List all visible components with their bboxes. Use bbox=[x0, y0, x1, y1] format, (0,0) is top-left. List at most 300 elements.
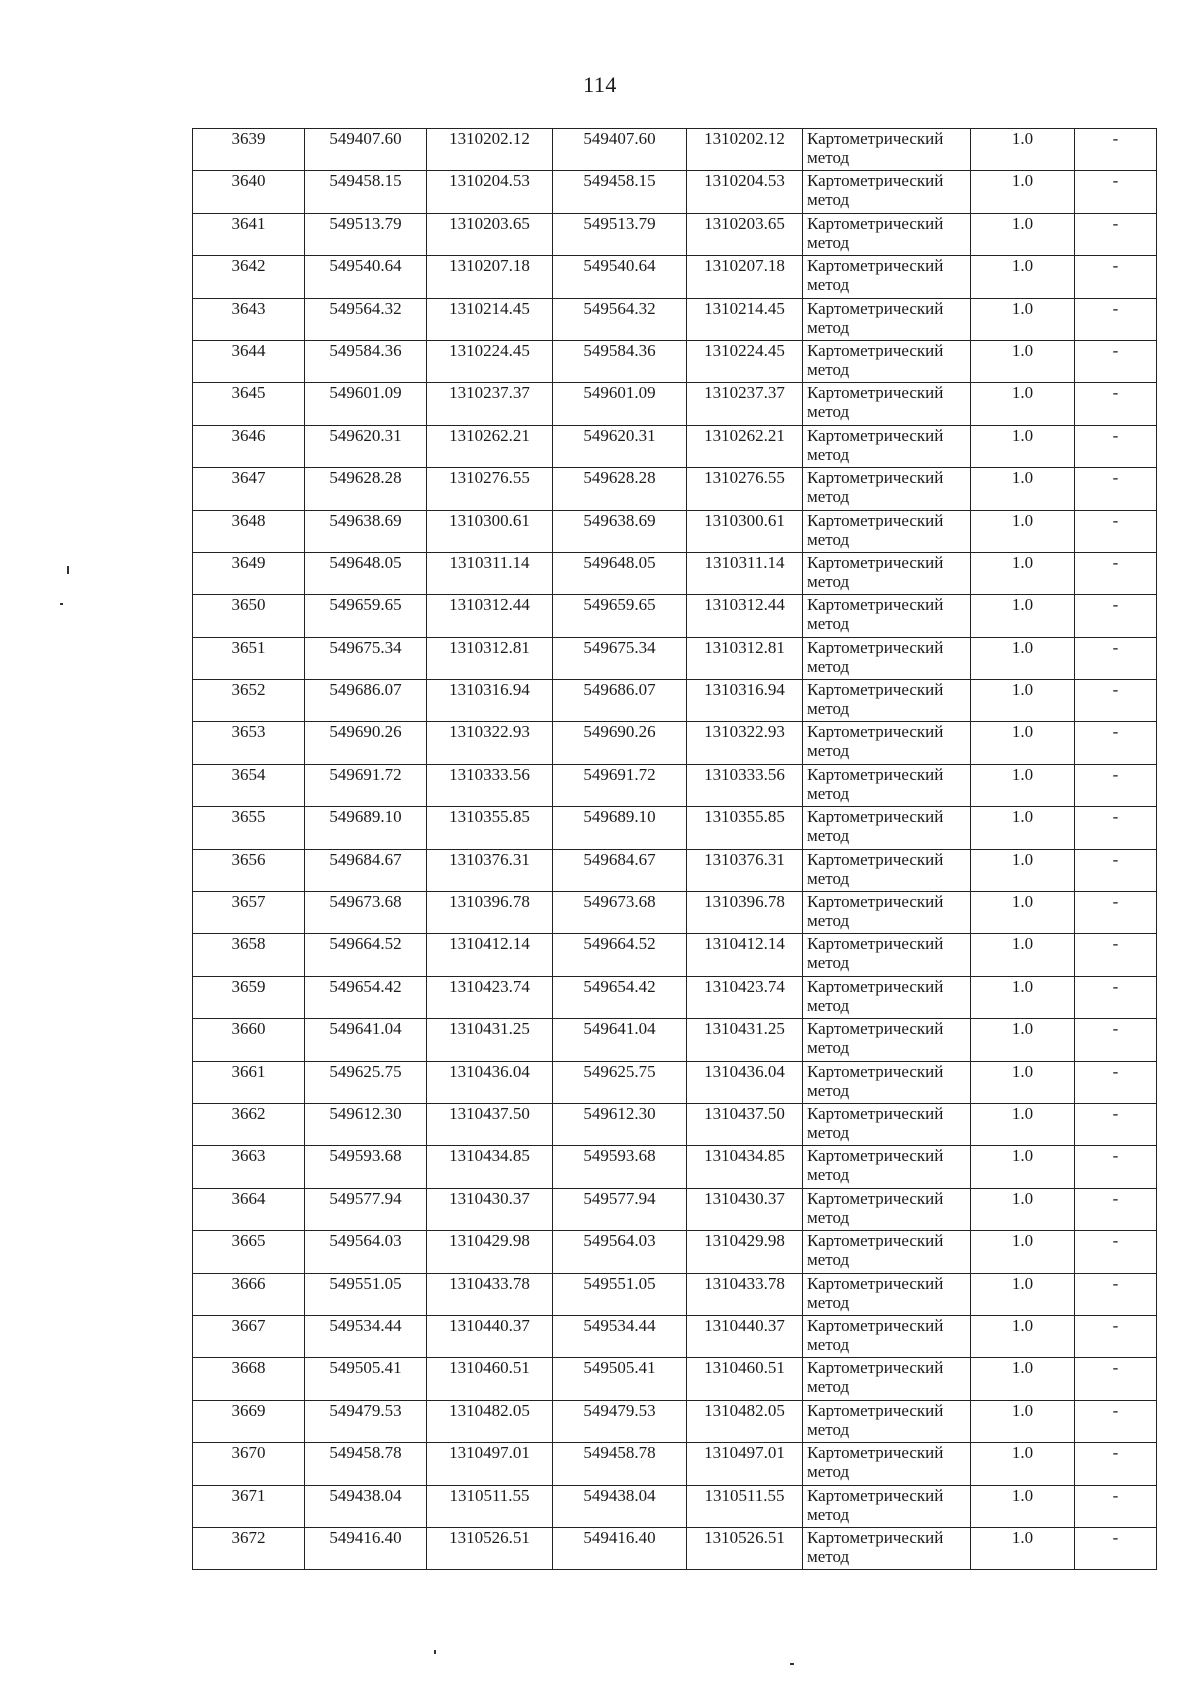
cell-point-number: 3667 bbox=[193, 1315, 305, 1357]
cell-accuracy: 1.0 bbox=[971, 510, 1075, 552]
cell-x-new: 549551.05 bbox=[553, 1273, 687, 1315]
cell-accuracy: 1.0 bbox=[971, 722, 1075, 764]
cell-y-existing: 1310204.53 bbox=[427, 171, 553, 213]
cell-point-number: 3652 bbox=[193, 680, 305, 722]
cell-accuracy: 1.0 bbox=[971, 1400, 1075, 1442]
cell-note: - bbox=[1075, 849, 1157, 891]
cell-note: - bbox=[1075, 256, 1157, 298]
cell-x-existing: 549620.31 bbox=[305, 425, 427, 467]
cell-y-existing: 1310202.12 bbox=[427, 129, 553, 171]
cell-accuracy: 1.0 bbox=[971, 1273, 1075, 1315]
method-text-line: Картометрический bbox=[807, 510, 944, 530]
cell-accuracy: 1.0 bbox=[971, 383, 1075, 425]
method-text-line: метод bbox=[807, 1122, 850, 1142]
cell-y-existing: 1310214.45 bbox=[427, 298, 553, 340]
cell-y-existing: 1310262.21 bbox=[427, 425, 553, 467]
cell-y-existing: 1310431.25 bbox=[427, 1019, 553, 1061]
cell-note: - bbox=[1075, 298, 1157, 340]
cell-y-existing: 1310311.14 bbox=[427, 552, 553, 594]
method-text-line: метод bbox=[807, 487, 850, 507]
cell-method bbox=[803, 892, 971, 934]
cell-x-existing: 549648.05 bbox=[305, 552, 427, 594]
cell-y-existing: 1310300.61 bbox=[427, 510, 553, 552]
table-row bbox=[193, 1146, 1157, 1188]
cell-y-new: 1310433.78 bbox=[687, 1273, 803, 1315]
cell-note: - bbox=[1075, 892, 1157, 934]
cell-x-new: 549416.40 bbox=[553, 1527, 687, 1569]
cell-method bbox=[803, 213, 971, 255]
method-text-line: Картометрический bbox=[807, 171, 944, 191]
cell-point-number: 3669 bbox=[193, 1400, 305, 1442]
method-text-line: Картометрический bbox=[807, 722, 944, 742]
cell-accuracy: 1.0 bbox=[971, 552, 1075, 594]
method-text-line: Картометрический bbox=[807, 1443, 944, 1463]
cell-method bbox=[803, 510, 971, 552]
cell-x-existing: 549689.10 bbox=[305, 807, 427, 849]
method-text-line: метод bbox=[807, 1546, 850, 1566]
cell-x-new: 549584.36 bbox=[553, 340, 687, 382]
method-text-line: Картометрический bbox=[807, 1358, 944, 1378]
cell-method bbox=[803, 298, 971, 340]
cell-method bbox=[803, 722, 971, 764]
table-row bbox=[193, 129, 1157, 171]
cell-x-new: 549673.68 bbox=[553, 892, 687, 934]
cell-point-number: 3655 bbox=[193, 807, 305, 849]
table-row bbox=[193, 976, 1157, 1018]
method-text-line: Картометрический bbox=[807, 1019, 944, 1039]
cell-x-new: 549593.68 bbox=[553, 1146, 687, 1188]
method-text-line: метод bbox=[807, 1419, 850, 1439]
table-row bbox=[193, 722, 1157, 764]
cell-note: - bbox=[1075, 1315, 1157, 1357]
cell-y-new: 1310204.53 bbox=[687, 171, 803, 213]
cell-method bbox=[803, 256, 971, 298]
cell-y-existing: 1310355.85 bbox=[427, 807, 553, 849]
cell-point-number: 3663 bbox=[193, 1146, 305, 1188]
method-text-line: метод bbox=[807, 826, 850, 846]
cell-y-existing: 1310412.14 bbox=[427, 934, 553, 976]
cell-y-new: 1310316.94 bbox=[687, 680, 803, 722]
method-text-line: метод bbox=[807, 1038, 850, 1058]
cell-method bbox=[803, 1527, 971, 1569]
cell-note: - bbox=[1075, 680, 1157, 722]
cell-point-number: 3653 bbox=[193, 722, 305, 764]
cell-point-number: 3670 bbox=[193, 1443, 305, 1485]
cell-point-number: 3642 bbox=[193, 256, 305, 298]
scan-speck bbox=[60, 603, 63, 605]
cell-point-number: 3660 bbox=[193, 1019, 305, 1061]
cell-point-number: 3643 bbox=[193, 298, 305, 340]
cell-x-existing: 549577.94 bbox=[305, 1188, 427, 1230]
cell-accuracy: 1.0 bbox=[971, 1019, 1075, 1061]
cell-x-new: 549407.60 bbox=[553, 129, 687, 171]
cell-accuracy: 1.0 bbox=[971, 934, 1075, 976]
cell-accuracy: 1.0 bbox=[971, 425, 1075, 467]
cell-note: - bbox=[1075, 637, 1157, 679]
cell-note: - bbox=[1075, 1273, 1157, 1315]
cell-y-new: 1310214.45 bbox=[687, 298, 803, 340]
table-row bbox=[193, 213, 1157, 255]
cell-note: - bbox=[1075, 722, 1157, 764]
cell-note: - bbox=[1075, 595, 1157, 637]
cell-point-number: 3639 bbox=[193, 129, 305, 171]
method-text-line: метод bbox=[807, 1292, 850, 1312]
cell-x-existing: 549458.78 bbox=[305, 1443, 427, 1485]
method-text-line: метод bbox=[807, 995, 850, 1015]
method-text-line: метод bbox=[807, 1377, 850, 1397]
method-text-line: Картометрический bbox=[807, 637, 944, 657]
cell-note: - bbox=[1075, 1358, 1157, 1400]
cell-accuracy: 1.0 bbox=[971, 256, 1075, 298]
table-row bbox=[193, 425, 1157, 467]
cell-x-new: 549479.53 bbox=[553, 1400, 687, 1442]
cell-point-number: 3645 bbox=[193, 383, 305, 425]
cell-y-existing: 1310396.78 bbox=[427, 892, 553, 934]
cell-y-new: 1310311.14 bbox=[687, 552, 803, 594]
cell-x-existing: 549479.53 bbox=[305, 1400, 427, 1442]
method-text-line: Картометрический bbox=[807, 1273, 944, 1293]
method-text-line: метод bbox=[807, 614, 850, 634]
cell-x-existing: 549505.41 bbox=[305, 1358, 427, 1400]
cell-x-existing: 549584.36 bbox=[305, 340, 427, 382]
scan-speck bbox=[434, 1650, 436, 1654]
cell-y-existing: 1310423.74 bbox=[427, 976, 553, 1018]
cell-y-new: 1310262.21 bbox=[687, 425, 803, 467]
cell-note: - bbox=[1075, 129, 1157, 171]
cell-y-new: 1310423.74 bbox=[687, 976, 803, 1018]
cell-x-new: 549684.67 bbox=[553, 849, 687, 891]
cell-accuracy: 1.0 bbox=[971, 1527, 1075, 1569]
cell-method bbox=[803, 468, 971, 510]
cell-note: - bbox=[1075, 1485, 1157, 1527]
cell-point-number: 3661 bbox=[193, 1061, 305, 1103]
cell-y-existing: 1310203.65 bbox=[427, 213, 553, 255]
cell-method bbox=[803, 129, 971, 171]
cell-note: - bbox=[1075, 552, 1157, 594]
table-row bbox=[193, 256, 1157, 298]
cell-note: - bbox=[1075, 1443, 1157, 1485]
cell-accuracy: 1.0 bbox=[971, 892, 1075, 934]
cell-point-number: 3657 bbox=[193, 892, 305, 934]
method-text-line: метод bbox=[807, 1250, 850, 1270]
coordinates-table bbox=[192, 128, 1157, 1570]
cell-point-number: 3641 bbox=[193, 213, 305, 255]
method-text-line: Картометрический bbox=[807, 552, 944, 572]
method-text-line: Картометрический bbox=[807, 425, 944, 445]
cell-point-number: 3654 bbox=[193, 764, 305, 806]
cell-accuracy: 1.0 bbox=[971, 1443, 1075, 1485]
cell-x-new: 549675.34 bbox=[553, 637, 687, 679]
method-text-line: метод bbox=[807, 359, 850, 379]
cell-y-existing: 1310526.51 bbox=[427, 1527, 553, 1569]
cell-method bbox=[803, 1103, 971, 1145]
method-text-line: Картометрический bbox=[807, 1103, 944, 1123]
cell-note: - bbox=[1075, 425, 1157, 467]
cell-method bbox=[803, 1061, 971, 1103]
cell-y-new: 1310460.51 bbox=[687, 1358, 803, 1400]
cell-accuracy: 1.0 bbox=[971, 1315, 1075, 1357]
cell-y-new: 1310429.98 bbox=[687, 1231, 803, 1273]
method-text-line: Картометрический bbox=[807, 892, 944, 912]
cell-y-new: 1310396.78 bbox=[687, 892, 803, 934]
cell-note: - bbox=[1075, 1019, 1157, 1061]
cell-accuracy: 1.0 bbox=[971, 1188, 1075, 1230]
method-text-line: метод bbox=[807, 402, 850, 422]
cell-y-new: 1310437.50 bbox=[687, 1103, 803, 1145]
cell-method bbox=[803, 1146, 971, 1188]
cell-accuracy: 1.0 bbox=[971, 637, 1075, 679]
cell-y-existing: 1310333.56 bbox=[427, 764, 553, 806]
cell-x-new: 549540.64 bbox=[553, 256, 687, 298]
cell-accuracy: 1.0 bbox=[971, 171, 1075, 213]
cell-point-number: 3649 bbox=[193, 552, 305, 594]
cell-x-existing: 549641.04 bbox=[305, 1019, 427, 1061]
method-text-line: метод bbox=[807, 783, 850, 803]
cell-accuracy: 1.0 bbox=[971, 213, 1075, 255]
cell-accuracy: 1.0 bbox=[971, 1061, 1075, 1103]
table-row bbox=[193, 383, 1157, 425]
method-text-line: Картометрический bbox=[807, 849, 944, 869]
cell-accuracy: 1.0 bbox=[971, 1358, 1075, 1400]
cell-y-new: 1310436.04 bbox=[687, 1061, 803, 1103]
table-row bbox=[193, 637, 1157, 679]
cell-x-new: 549689.10 bbox=[553, 807, 687, 849]
cell-point-number: 3650 bbox=[193, 595, 305, 637]
cell-point-number: 3659 bbox=[193, 976, 305, 1018]
cell-x-existing: 549691.72 bbox=[305, 764, 427, 806]
cell-point-number: 3644 bbox=[193, 340, 305, 382]
table-row bbox=[193, 1315, 1157, 1357]
cell-x-existing: 549673.68 bbox=[305, 892, 427, 934]
table-row bbox=[193, 1485, 1157, 1527]
cell-method bbox=[803, 637, 971, 679]
cell-x-existing: 549458.15 bbox=[305, 171, 427, 213]
method-text-line: Картометрический bbox=[807, 1527, 944, 1547]
method-text-line: метод bbox=[807, 699, 850, 719]
cell-x-existing: 549686.07 bbox=[305, 680, 427, 722]
cell-y-existing: 1310276.55 bbox=[427, 468, 553, 510]
table-row bbox=[193, 1527, 1157, 1569]
cell-accuracy: 1.0 bbox=[971, 849, 1075, 891]
cell-x-existing: 549690.26 bbox=[305, 722, 427, 764]
cell-method bbox=[803, 934, 971, 976]
cell-method bbox=[803, 340, 971, 382]
cell-method bbox=[803, 1273, 971, 1315]
method-text-line: метод bbox=[807, 656, 850, 676]
cell-y-existing: 1310237.37 bbox=[427, 383, 553, 425]
cell-method bbox=[803, 1188, 971, 1230]
cell-x-new: 549458.78 bbox=[553, 1443, 687, 1485]
table-row bbox=[193, 680, 1157, 722]
table-row bbox=[193, 764, 1157, 806]
cell-x-new: 549638.69 bbox=[553, 510, 687, 552]
cell-x-new: 549534.44 bbox=[553, 1315, 687, 1357]
cell-accuracy: 1.0 bbox=[971, 298, 1075, 340]
cell-x-existing: 549601.09 bbox=[305, 383, 427, 425]
cell-y-new: 1310276.55 bbox=[687, 468, 803, 510]
cell-y-existing: 1310207.18 bbox=[427, 256, 553, 298]
method-text-line: метод bbox=[807, 232, 850, 252]
cell-y-new: 1310312.44 bbox=[687, 595, 803, 637]
cell-note: - bbox=[1075, 1527, 1157, 1569]
cell-y-new: 1310237.37 bbox=[687, 383, 803, 425]
cell-method bbox=[803, 383, 971, 425]
cell-x-new: 549612.30 bbox=[553, 1103, 687, 1145]
method-text-line: Картометрический bbox=[807, 1315, 944, 1335]
method-text-line: метод bbox=[807, 1207, 850, 1227]
method-text-line: метод bbox=[807, 1165, 850, 1185]
cell-y-existing: 1310437.50 bbox=[427, 1103, 553, 1145]
cell-x-new: 549628.28 bbox=[553, 468, 687, 510]
cell-y-new: 1310511.55 bbox=[687, 1485, 803, 1527]
cell-x-existing: 549628.28 bbox=[305, 468, 427, 510]
cell-x-new: 549691.72 bbox=[553, 764, 687, 806]
cell-x-new: 549641.04 bbox=[553, 1019, 687, 1061]
cell-point-number: 3668 bbox=[193, 1358, 305, 1400]
cell-x-existing: 549638.69 bbox=[305, 510, 427, 552]
cell-method bbox=[803, 1400, 971, 1442]
cell-x-existing: 549654.42 bbox=[305, 976, 427, 1018]
coordinates-table-body bbox=[193, 129, 1157, 1570]
table-row bbox=[193, 1358, 1157, 1400]
cell-x-existing: 549416.40 bbox=[305, 1527, 427, 1569]
cell-note: - bbox=[1075, 1400, 1157, 1442]
cell-note: - bbox=[1075, 340, 1157, 382]
cell-accuracy: 1.0 bbox=[971, 129, 1075, 171]
cell-method bbox=[803, 1315, 971, 1357]
cell-x-new: 549659.65 bbox=[553, 595, 687, 637]
cell-method bbox=[803, 425, 971, 467]
cell-y-new: 1310434.85 bbox=[687, 1146, 803, 1188]
cell-accuracy: 1.0 bbox=[971, 764, 1075, 806]
method-text-line: Картометрический bbox=[807, 595, 944, 615]
table-row bbox=[193, 298, 1157, 340]
table-row bbox=[193, 468, 1157, 510]
cell-y-new: 1310203.65 bbox=[687, 213, 803, 255]
cell-y-new: 1310300.61 bbox=[687, 510, 803, 552]
cell-x-new: 549577.94 bbox=[553, 1188, 687, 1230]
method-text-line: Картометрический bbox=[807, 129, 944, 148]
cell-note: - bbox=[1075, 934, 1157, 976]
table-row bbox=[193, 1273, 1157, 1315]
method-text-line: Картометрический bbox=[807, 807, 944, 827]
cell-note: - bbox=[1075, 468, 1157, 510]
method-text-line: Картометрический bbox=[807, 1146, 944, 1166]
cell-method bbox=[803, 171, 971, 213]
cell-y-existing: 1310316.94 bbox=[427, 680, 553, 722]
cell-x-new: 549648.05 bbox=[553, 552, 687, 594]
cell-point-number: 3664 bbox=[193, 1188, 305, 1230]
cell-accuracy: 1.0 bbox=[971, 1231, 1075, 1273]
method-text-line: Картометрический bbox=[807, 1061, 944, 1081]
cell-y-new: 1310497.01 bbox=[687, 1443, 803, 1485]
cell-x-existing: 549540.64 bbox=[305, 256, 427, 298]
cell-note: - bbox=[1075, 807, 1157, 849]
cell-method bbox=[803, 595, 971, 637]
method-text-line: Картометрический bbox=[807, 340, 944, 360]
cell-y-new: 1310440.37 bbox=[687, 1315, 803, 1357]
cell-y-new: 1310376.31 bbox=[687, 849, 803, 891]
cell-y-new: 1310355.85 bbox=[687, 807, 803, 849]
cell-point-number: 3640 bbox=[193, 171, 305, 213]
cell-accuracy: 1.0 bbox=[971, 1103, 1075, 1145]
table-row bbox=[193, 1188, 1157, 1230]
table-row bbox=[193, 171, 1157, 213]
cell-accuracy: 1.0 bbox=[971, 807, 1075, 849]
cell-x-existing: 549551.05 bbox=[305, 1273, 427, 1315]
cell-point-number: 3648 bbox=[193, 510, 305, 552]
method-text-line: метод bbox=[807, 571, 850, 591]
table-row bbox=[193, 340, 1157, 382]
cell-x-existing: 549659.65 bbox=[305, 595, 427, 637]
cell-note: - bbox=[1075, 1231, 1157, 1273]
cell-x-existing: 549407.60 bbox=[305, 129, 427, 171]
cell-y-existing: 1310511.55 bbox=[427, 1485, 553, 1527]
method-text-line: метод bbox=[807, 317, 850, 337]
cell-x-existing: 549513.79 bbox=[305, 213, 427, 255]
table-row bbox=[193, 595, 1157, 637]
method-text-line: Картометрический bbox=[807, 213, 944, 233]
cell-point-number: 3665 bbox=[193, 1231, 305, 1273]
cell-y-existing: 1310430.37 bbox=[427, 1188, 553, 1230]
cell-point-number: 3671 bbox=[193, 1485, 305, 1527]
cell-method bbox=[803, 1019, 971, 1061]
cell-x-new: 549690.26 bbox=[553, 722, 687, 764]
cell-accuracy: 1.0 bbox=[971, 680, 1075, 722]
scan-speck bbox=[790, 1663, 794, 1665]
method-text-line: Картометрический bbox=[807, 1188, 944, 1208]
cell-note: - bbox=[1075, 1061, 1157, 1103]
cell-x-new: 549686.07 bbox=[553, 680, 687, 722]
cell-x-existing: 549664.52 bbox=[305, 934, 427, 976]
cell-method bbox=[803, 1231, 971, 1273]
cell-x-existing: 549438.04 bbox=[305, 1485, 427, 1527]
cell-accuracy: 1.0 bbox=[971, 976, 1075, 1018]
cell-x-existing: 549593.68 bbox=[305, 1146, 427, 1188]
table-row bbox=[193, 807, 1157, 849]
cell-method bbox=[803, 552, 971, 594]
cell-point-number: 3646 bbox=[193, 425, 305, 467]
cell-x-new: 549513.79 bbox=[553, 213, 687, 255]
method-text-line: метод bbox=[807, 911, 850, 931]
method-text-line: метод bbox=[807, 444, 850, 464]
method-text-line: Картометрический bbox=[807, 934, 944, 954]
cell-point-number: 3662 bbox=[193, 1103, 305, 1145]
cell-y-existing: 1310482.05 bbox=[427, 1400, 553, 1442]
cell-method bbox=[803, 849, 971, 891]
method-text-line: метод bbox=[807, 529, 850, 549]
cell-note: - bbox=[1075, 976, 1157, 1018]
cell-y-new: 1310526.51 bbox=[687, 1527, 803, 1569]
cell-note: - bbox=[1075, 1188, 1157, 1230]
cell-y-new: 1310482.05 bbox=[687, 1400, 803, 1442]
cell-method bbox=[803, 1485, 971, 1527]
table-row bbox=[193, 510, 1157, 552]
cell-y-new: 1310312.81 bbox=[687, 637, 803, 679]
method-text-line: метод bbox=[807, 148, 850, 167]
cell-note: - bbox=[1075, 1103, 1157, 1145]
cell-y-existing: 1310376.31 bbox=[427, 849, 553, 891]
cell-y-existing: 1310440.37 bbox=[427, 1315, 553, 1357]
cell-y-existing: 1310322.93 bbox=[427, 722, 553, 764]
cell-x-new: 549620.31 bbox=[553, 425, 687, 467]
cell-y-new: 1310412.14 bbox=[687, 934, 803, 976]
cell-x-existing: 549564.32 bbox=[305, 298, 427, 340]
cell-y-new: 1310333.56 bbox=[687, 764, 803, 806]
cell-method bbox=[803, 807, 971, 849]
cell-note: - bbox=[1075, 383, 1157, 425]
cell-x-new: 549654.42 bbox=[553, 976, 687, 1018]
